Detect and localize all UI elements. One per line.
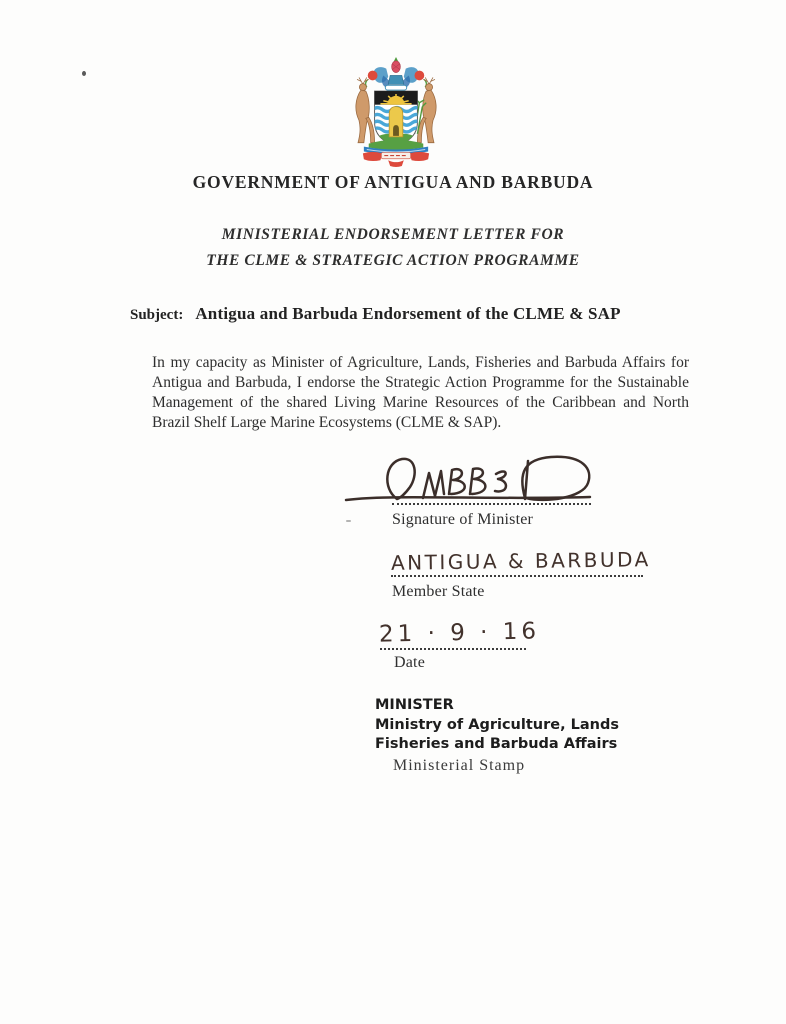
body-paragraph: In my capacity as Minister of Agriculture, Lands, Fisheries and Barbuda Affairs for Antigua and Barbuda, I endorse the Strategic Action Programme for the Sustainable Management of the shared Living Marine Resources of the Caribbean and North Brazil Shelf Large Marine Ecosystems (CLME & SAP). [152,354,689,431]
member-state-dotted-line [391,575,643,577]
coat-of-arms-emblem [336,56,456,168]
coat-of-arms-antigua-barbuda-icon [336,56,456,168]
date-dotted-line [380,648,526,650]
ministerial-stamp [375,696,619,755]
stamp-line-fisheries: Fisheries and Barbuda Affairs [375,736,618,752]
minister-signature [344,453,600,509]
letter-heading-line2: THE CLME & STRATEGIC ACTION PROGRAMME [206,252,580,269]
date-handwritten: 21 · 9 · 16 [378,618,541,648]
member-state-handwritten: ANTIGUA & BARBUDA [390,547,651,575]
subject-line [130,304,690,324]
scan-speck [346,520,351,522]
subject-text: Antigua and Barbuda Endorsement of the CLME & SAP [195,304,621,323]
date-label: Date [394,654,426,671]
scan-speck [82,71,86,76]
stamp-line-ministry: Ministry of Agriculture, Lands [375,716,619,733]
signature-scrawl-icon [344,453,600,509]
stamp-line-minister: MINISTER [375,697,454,713]
letter-heading-line1: MINISTERIAL ENDORSEMENT LETTER FOR [221,226,565,243]
subject-label: Subject: [130,307,184,323]
government-title: GOVERNMENT OF ANTIGUA AND BARBUDA [192,172,594,192]
member-state-label: Member State [392,583,485,600]
ministerial-stamp-caption: Ministerial Stamp [393,757,526,774]
signature-label: Signature of Minister [392,511,534,528]
signature-dotted-line [392,503,591,505]
